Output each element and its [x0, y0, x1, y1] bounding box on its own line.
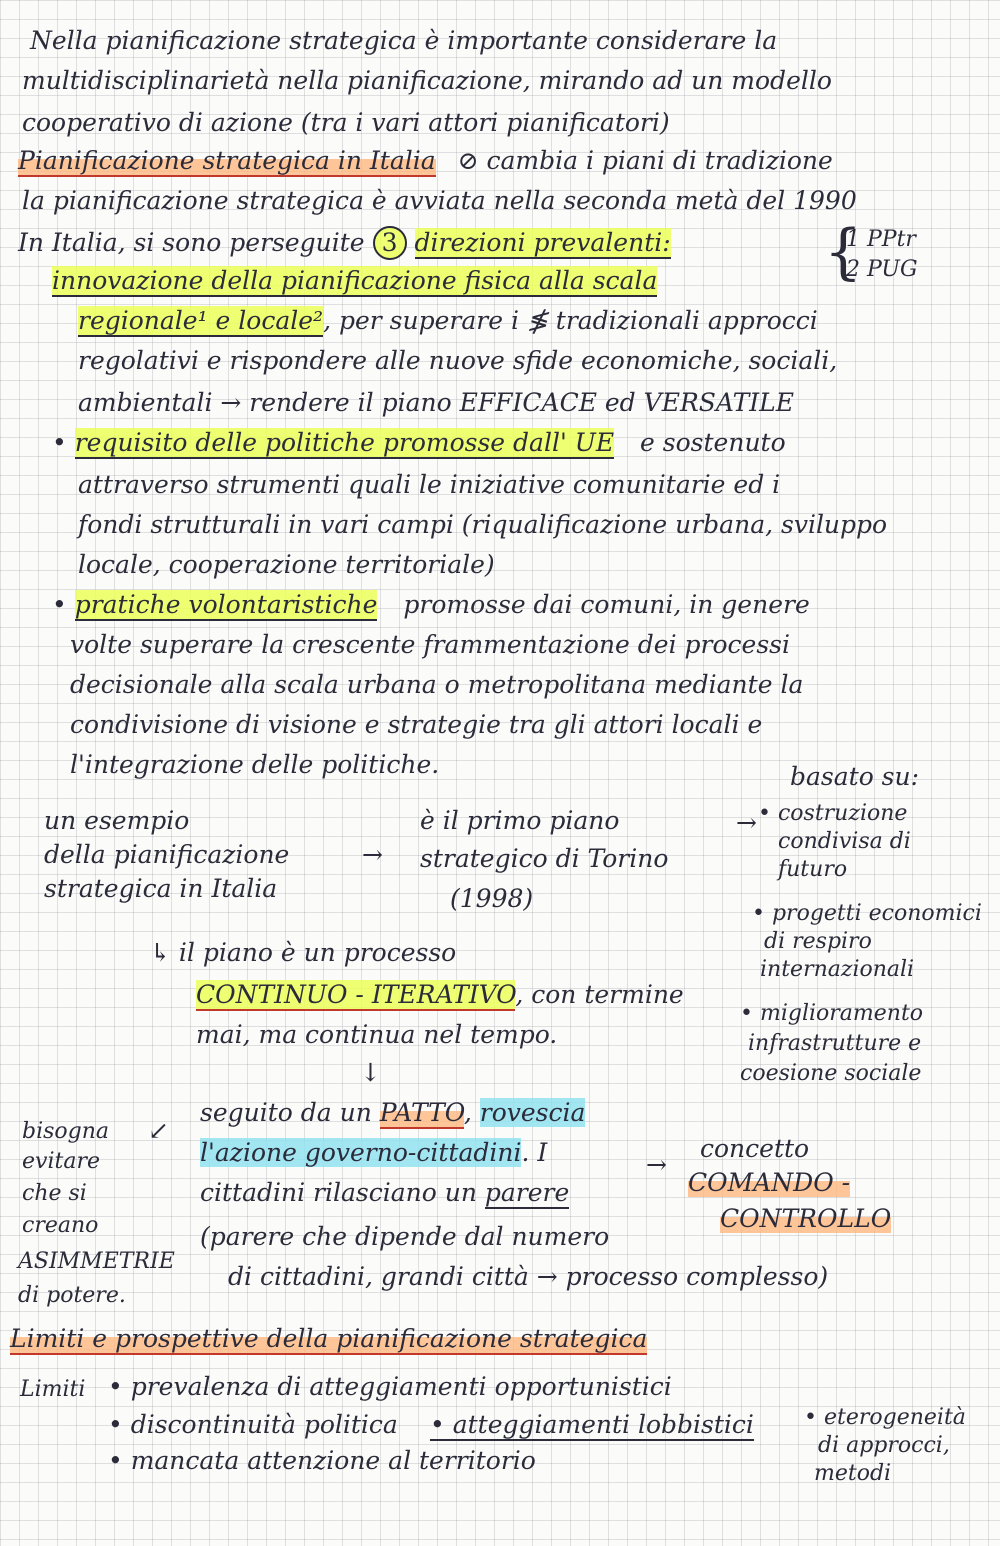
down-arrow: ↓ [360, 1058, 381, 1087]
direction-1-line-3: regolativi e rispondere alle nuove sfide economiche, sociali, [78, 346, 838, 375]
limits-item-5: • mancata attenzione al territorio [108, 1446, 536, 1475]
process-type: CONTINUO - ITERATIVO [196, 980, 516, 1009]
direction-2-line-3: fondi strutturali in vari campi (riqualificazione urbana, sviluppo [78, 510, 888, 539]
left-note-2: evitare [22, 1149, 100, 1174]
limits-item-3-text: • atteggiamenti lobbistici [430, 1410, 754, 1439]
brace-item-2: 2 PUG [846, 257, 918, 282]
direction-1-line-2 [78, 306, 818, 336]
based-item-2b: di respiro [764, 929, 872, 954]
left-note-6: di potere. [18, 1283, 126, 1308]
italy-line-1: la pianificazione strategica è avviata nella seconda metà del 1990 [22, 186, 857, 215]
pact-line-1a: seguito da un [200, 1098, 372, 1127]
intro-line-2: multidisciplinarietà nella pianificazione, mirando ad un modello [22, 66, 832, 95]
limits-heading-row [10, 1324, 647, 1354]
pact-line-4: (parere che dipende dal numero [200, 1222, 610, 1251]
limits-item-3 [430, 1410, 754, 1440]
brace-item-1: 1 PPtr [846, 227, 916, 252]
direction-3-head: pratiche volontaristiche [74, 590, 378, 619]
pact-opinion: parere [484, 1178, 570, 1207]
direction-1-line-2b: , per superare i ≸ tradizionali approcci [323, 306, 818, 335]
left-note-1: bisogna [22, 1119, 110, 1144]
based-item-2c: internazionali [760, 957, 915, 982]
direction-3-line-5: l'integrazione delle politiche. [70, 750, 440, 779]
example-mid-1: è il primo piano [420, 806, 620, 835]
italy-line-2a: In Italia, si sono perseguite [18, 228, 365, 257]
pact-line-5: di cittadini, grandi città → processo complesso) [228, 1262, 829, 1291]
brace: { [824, 217, 863, 287]
based-item-3a: • miglioramento [740, 1001, 924, 1026]
left-note-3: che si [22, 1181, 87, 1206]
limits-item-4c: metodi [814, 1461, 892, 1486]
example-mid-3: (1998) [450, 884, 534, 913]
direction-3-line-1b: promosse dai comuni, in genere [403, 590, 810, 619]
direction-2-line-2: attraverso strumenti quali le iniziative comunitarie ed i [78, 470, 781, 499]
direction-1-scale: regionale¹ e locale² [78, 306, 324, 335]
direction-2-head: requisito delle politiche promosse dall' UE [74, 428, 615, 457]
limits-item-2: • discontinuità politica [108, 1410, 398, 1439]
intro-line-1: Nella pianificazione strategica è importante considerare la [30, 26, 778, 55]
left-note-4: creano [22, 1213, 99, 1238]
italy-aside: ⊘ cambia i piani di tradizione [457, 146, 833, 175]
pact-line-2b: . I [521, 1138, 548, 1167]
example-left-2: della pianificazione [44, 840, 290, 869]
limits-label: Limiti [20, 1377, 86, 1402]
left-note-arrow: ↙ [148, 1116, 169, 1145]
example-mid-2: strategico di Torino [420, 844, 669, 873]
direction-1-head-text: innovazione della pianificazione fisica alla scala [52, 266, 658, 295]
concept-arrow: → [646, 1150, 667, 1179]
example-arrow: → [362, 840, 383, 869]
pact-line-3 [200, 1178, 569, 1208]
based-item-1c: futuro [778, 857, 848, 882]
left-note-5: ASIMMETRIE [18, 1249, 175, 1274]
example-left-3: strategica in Italia [44, 874, 278, 903]
based-on-label: basato su: [790, 762, 920, 791]
process-line-2 [196, 980, 684, 1010]
based-item-1a: • costruzione [758, 801, 908, 826]
limits-item-4b: di approcci, [818, 1433, 950, 1458]
concept-command: COMANDO - [688, 1168, 851, 1197]
italy-line-2 [18, 226, 671, 260]
concept-control: CONTROLLO [720, 1204, 892, 1233]
pact-line-1: seguito da un PATTO, rovescia [200, 1098, 586, 1127]
direction-count: 3 [373, 226, 407, 260]
process-line-2b: , con termine [515, 980, 684, 1009]
pact-line-2 [200, 1138, 547, 1168]
italy-heading-row [18, 146, 833, 176]
direction-3-line-3: decisionale alla scala urbana o metropolitana mediante la [70, 670, 804, 699]
limits-item-4a: • eterogeneità [804, 1405, 966, 1430]
direction-2-head-row: • requisito delle politiche promosse dall' UE e sostenuto [52, 428, 786, 457]
limits-heading: Limiti e prospettive della pianificazione strategica [10, 1324, 648, 1353]
direction-3-line-2: volte superare la crescente frammentazione dei processi [70, 630, 790, 659]
italy-line-2b: direzioni prevalenti: [414, 228, 671, 257]
direction-3-head-row: • pratiche volontaristiche promosse dai comuni, in genere [52, 590, 810, 619]
example-arrow-2: → [736, 808, 757, 837]
direction-2-line-4: locale, cooperazione territoriale) [78, 550, 495, 579]
pact-line-2a: l'azione governo-cittadini [200, 1138, 522, 1167]
direction-1-head [52, 266, 657, 296]
based-item-2a: • progetti economici [752, 901, 982, 926]
italy-heading: Pianificazione strategica in Italia [18, 146, 436, 175]
direction-2-line-1b: e sostenuto [640, 428, 786, 457]
process-line-3: mai, ma continua nel tempo. [196, 1020, 558, 1049]
intro-line-3: cooperativo di azione (tra i vari attori pianificatori) [22, 108, 670, 137]
pact-line-3a: cittadini rilasciano un [200, 1178, 477, 1207]
direction-3-line-4: condivisione di visione e strategie tra gli attori locali e [70, 710, 763, 739]
limits-item-1: • prevalenza di atteggiamenti opportunistici [108, 1372, 672, 1401]
based-item-3c: coesione sociale [740, 1061, 922, 1086]
pact-line-1c: rovescia [479, 1098, 586, 1127]
based-item-1b: condivisa di [778, 829, 911, 854]
process-line-1: ↳ il piano è un processo [150, 938, 457, 967]
concept-line-3 [720, 1204, 891, 1234]
concept-line-2 [688, 1168, 850, 1198]
concept-line-1: concetto [700, 1134, 810, 1163]
direction-1-line-4: ambientali → rendere il piano EFFICACE ed VERSATILE [78, 388, 794, 417]
based-item-3b: infrastrutture e [748, 1031, 922, 1056]
pact-word: PATTO [379, 1098, 464, 1127]
example-left-1: un esempio [44, 806, 190, 835]
